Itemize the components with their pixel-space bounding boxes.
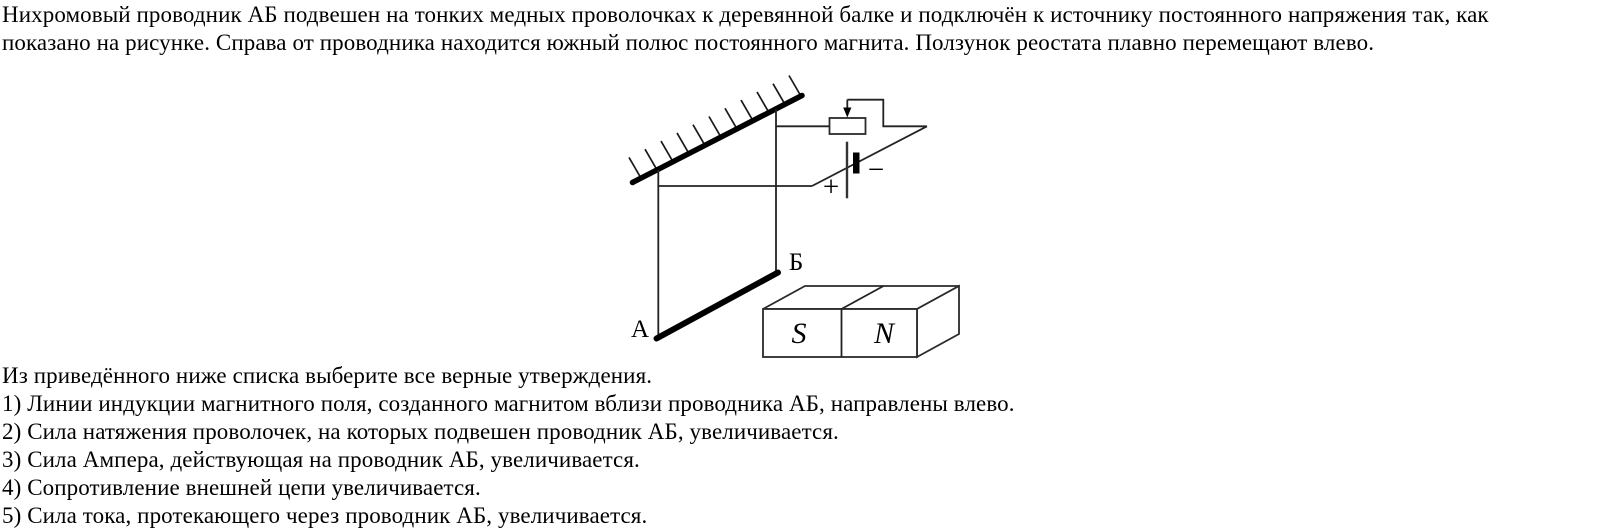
problem-line-1: Нихромовый проводник АБ подвешен на тонких медных проволочках к деревянной балке и подключён к источнику постоянного напряжения так, как <box>2 2 1489 27</box>
option-5: 5) Сила тока, протекающего через проводник АБ, увеличивается. <box>2 503 648 528</box>
magnet-south-label: S <box>791 317 807 350</box>
battery-plus-label: + <box>822 171 840 203</box>
question-block <box>2 362 1015 530</box>
conductor-ab <box>657 273 779 339</box>
rheostat-slider-arrow-icon <box>843 108 851 118</box>
point-a-label: А <box>630 316 650 343</box>
support-hatching <box>629 76 800 177</box>
battery-minus-label: − <box>867 154 885 186</box>
magnet-north-label: N <box>873 317 895 350</box>
option-1: 1) Линии индукции магнитного поля, созданного магнитом вблизи проводника АБ, направлены влево. <box>2 391 1015 416</box>
option-4: 4) Сопротивление внешней цепи увеличивается. <box>2 475 481 500</box>
option-2: 2) Сила натяжения проволочек, на которых подвешен проводник АБ, увеличивается. <box>2 419 839 444</box>
question-intro: Из приведённого ниже списка выберите все верные утверждения. <box>2 363 653 388</box>
permanent-magnet <box>763 286 959 357</box>
rheostat <box>830 118 866 134</box>
point-b-label: Б <box>788 249 804 276</box>
option-3: 3) Сила Ампера, действующая на проводник АБ, увеличивается. <box>2 447 640 472</box>
battery-negative-plate <box>853 153 860 174</box>
problem-line-2: показано на рисунке. Справа от проводника находится южный полюс постоянного магнита. Ползунок реостата плавно перемещают влево. <box>2 30 1375 55</box>
